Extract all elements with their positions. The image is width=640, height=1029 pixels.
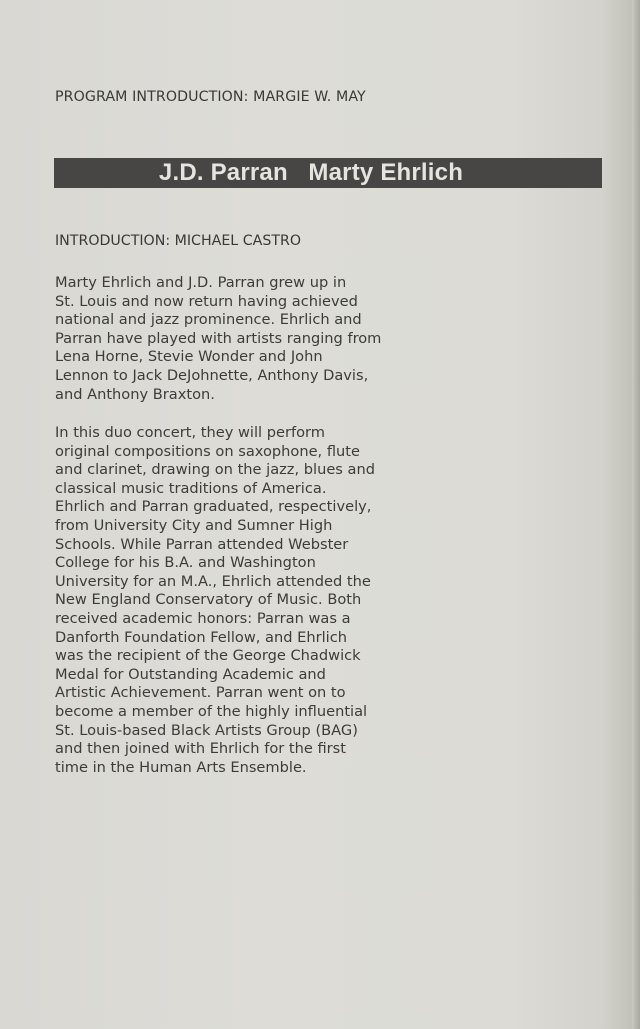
- text-line: Medal for Outstanding Academic and: [55, 665, 326, 683]
- program-introduction-credit: PROGRAM INTRODUCTION: MARGIE W. MAY: [55, 89, 366, 105]
- title-banner: [54, 158, 602, 188]
- text-line: Parran have played with artists ranging from: [55, 329, 382, 347]
- text-line: Schools. While Parran attended Webster: [55, 535, 349, 553]
- paragraph-2: [55, 424, 415, 777]
- text-line: Danforth Foundation Fellow, and Ehrlich: [55, 628, 347, 646]
- text-line: classical music traditions of America.: [55, 479, 327, 497]
- text-line: New England Conservatory of Music. Both: [55, 591, 362, 609]
- paragraph-1: [55, 274, 415, 404]
- text-line: Artistic Achievement. Parran went on to: [55, 684, 346, 702]
- text-line: Ehrlich and Parran graduated, respectively,: [55, 498, 372, 516]
- text-line: University for an M.A., Ehrlich attended the: [55, 572, 371, 590]
- text-line: and Anthony Braxton.: [55, 385, 215, 403]
- text-line: national and jazz prominence. Ehrlich and: [55, 311, 362, 329]
- text-line: Lennon to Jack DeJohnette, Anthony Davis,: [55, 366, 369, 384]
- text-line: time in the Human Arts Ensemble.: [55, 758, 307, 776]
- page-edge: [632, 0, 640, 1029]
- text-line: St. Louis-based Black Artists Group (BAG): [55, 721, 358, 739]
- text-line: St. Louis and now return having achieved: [55, 292, 358, 310]
- performers-title: J.D. Parran Marty Ehrlich: [158, 159, 464, 186]
- introduction-credit: INTRODUCTION: MICHAEL CASTRO: [55, 233, 302, 249]
- text-line: In this duo concert, they will perform: [55, 424, 325, 441]
- text-line: received academic honors: Parran was a: [55, 609, 351, 627]
- text-line: and then joined with Ehrlich for the first: [55, 740, 347, 758]
- text-line: Lena Horne, Stevie Wonder and John: [55, 348, 323, 366]
- text-line: Marty Ehrlich and J.D. Parran grew up in: [55, 274, 347, 291]
- text-line: was the recipient of the George Chadwick: [55, 647, 361, 665]
- text-line: original compositions on saxophone, flute: [55, 442, 360, 460]
- text-line: from University City and Sumner High: [55, 516, 333, 534]
- text-line: and clarinet, drawing on the jazz, blues and: [55, 461, 375, 479]
- text-line: become a member of the highly influential: [55, 702, 368, 720]
- text-line: College for his B.A. and Washington: [55, 554, 316, 572]
